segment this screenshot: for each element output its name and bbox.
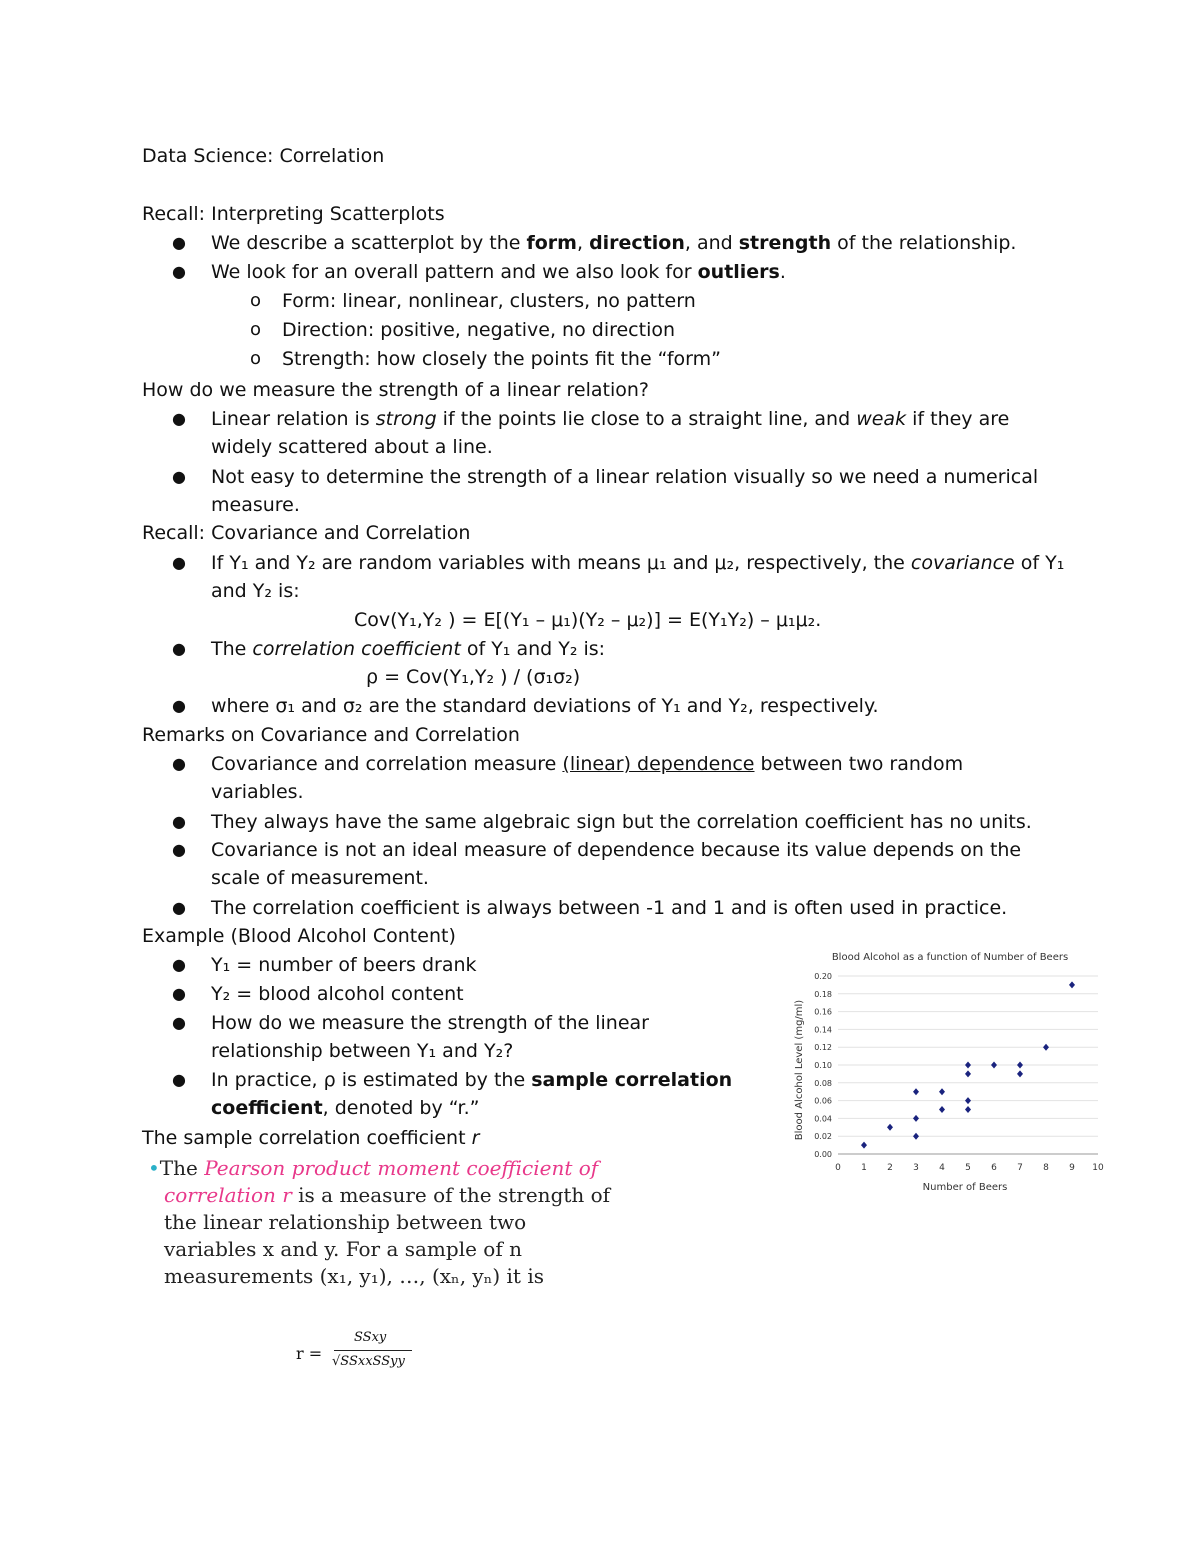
bullet-y1: Y₁ = number of beers drank	[211, 954, 477, 976]
chart-x-tick-label: 0	[835, 1163, 841, 1173]
r-formula-lhs: r =	[296, 1344, 323, 1363]
bullet-marker: ●	[172, 467, 186, 486]
bullet-covariance-def-cont: and Y₂ is:	[211, 580, 300, 602]
bullet-covariance-def: If Y₁ and Y₂ are random variables with means μ₁ and μ₂, respectively, the covariance of Y₁	[211, 552, 1065, 574]
chart-x-tick-label: 10	[1092, 1163, 1104, 1173]
bullet-standard-deviations: where σ₁ and σ₂ are the standard deviations of Y₁ and Y₂, respectively.	[211, 695, 879, 717]
sub-bullet-strength: Strength: how closely the points fit the “form”	[282, 348, 721, 370]
chart-point	[1017, 1070, 1023, 1077]
bullet-correlation-def: The correlation coefficient of Y₁ and Y₂ is:	[211, 638, 606, 660]
section-heading-linear-strength: How do we measure the strength of a linear relation?	[142, 379, 649, 401]
scatter-chart	[780, 940, 1110, 1210]
chart-y-tick-label: 0.14	[814, 1025, 832, 1035]
r-formula-numerator: SSxy	[354, 1330, 387, 1345]
chart-y-tick-label: 0.16	[814, 1007, 832, 1017]
chart-point	[965, 1070, 971, 1077]
chart-point	[991, 1062, 997, 1069]
correlation-formula: ρ = Cov(Y₁,Y₂ ) ∕ (σ₁σ₂)	[366, 666, 581, 688]
bullet-marker: ●	[172, 639, 186, 658]
bullet-marker: ●	[172, 984, 186, 1003]
bullet-marker: ●	[172, 696, 186, 715]
bullet-linear-dependence-cont: variables.	[211, 781, 304, 803]
section-heading-remarks: Remarks on Covariance and Correlation	[142, 724, 520, 746]
r-formula	[296, 1330, 426, 1380]
chart-point	[965, 1106, 971, 1113]
chart-x-tick-label: 5	[965, 1163, 971, 1173]
bullet-sample-correlation: In practice, ρ is estimated by the sample correlation	[211, 1069, 733, 1091]
chart-point	[939, 1106, 945, 1113]
bullet-between-minus-one-one: The correlation coefficient is always between -1 and 1 and is often used in practice.	[211, 897, 1008, 919]
bullet-marker: ●	[172, 262, 186, 281]
bullet-same-sign: They always have the same algebraic sign but the correlation coefficient has no units.	[211, 811, 1032, 833]
bullet-strong-weak: Linear relation is strong if the points lie close to a straight line, and weak if they are	[211, 408, 1010, 430]
bullet-strong-weak-cont: widely scattered about a line.	[211, 436, 493, 458]
chart-x-tick-label: 3	[913, 1163, 919, 1173]
bullet-marker: ●	[172, 754, 186, 773]
chart-x-ticks	[835, 1163, 1104, 1173]
chart-x-tick-label: 1	[861, 1163, 867, 1173]
bullet-marker: ●	[172, 955, 186, 974]
chart-point	[939, 1088, 945, 1095]
pearson-line-2: correlation r is a measure of the strength of	[164, 1183, 611, 1207]
bullet-marker: ●	[172, 898, 186, 917]
section-heading-covariance: Recall: Covariance and Correlation	[142, 522, 471, 544]
bullet-describe-scatterplot: We describe a scatterplot by the form, direction, and strength of the relationship.	[211, 232, 1017, 254]
chart-x-tick-label: 7	[1017, 1163, 1023, 1173]
chart-y-ticks	[814, 972, 832, 1159]
chart-point	[1017, 1062, 1023, 1069]
covariance-formula: Cov(Y₁,Y₂ ) = E[(Y₁ – μ₁)(Y₂ – μ₂)] = E(Y₁Y₂) – μ₁μ₂.	[354, 609, 822, 631]
chart-point	[965, 1062, 971, 1069]
chart-x-tick-label: 6	[991, 1163, 997, 1173]
sub-bullet-marker: o	[250, 319, 262, 340]
chart-point	[913, 1133, 919, 1140]
pearson-line-1: •The Pearson product moment coefficient of	[148, 1156, 599, 1180]
chart-y-tick-label: 0.00	[814, 1150, 832, 1159]
chart-y-tick-label: 0.18	[814, 989, 832, 999]
bullet-marker: ●	[172, 1013, 186, 1032]
bullet-measure-strength-cont: relationship between Y₁ and Y₂?	[211, 1040, 514, 1062]
chart-y-tick-label: 0.02	[814, 1132, 832, 1142]
section-heading-sample-r: The sample correlation coefficient r	[142, 1127, 480, 1149]
bullet-not-ideal: Covariance is not an ideal measure of dependence because its value depends on the	[211, 839, 1022, 861]
bullet-marker: ●	[172, 553, 186, 572]
bullet-numerical-measure-cont: measure.	[211, 494, 300, 516]
chart-y-axis-label: Blood Alcohol Level (mg/ml)	[794, 999, 805, 1141]
chart-y-tick-label: 0.04	[814, 1114, 832, 1124]
chart-point	[1043, 1044, 1049, 1051]
chart-title: Blood Alcohol as a function of Number of Beers	[831, 952, 1069, 963]
bullet-linear-dependence: Covariance and correlation measure (linear) dependence between two random	[211, 753, 964, 775]
chart-point	[965, 1097, 971, 1104]
chart-y-tick-label: 0.20	[814, 972, 832, 981]
bullet-marker: ●	[172, 840, 186, 859]
chart-y-tick-label: 0.10	[814, 1061, 832, 1070]
chart-point	[887, 1124, 893, 1131]
r-formula-denominator: √SSxxSSyy	[332, 1354, 405, 1369]
bullet-sample-correlation-cont: coefficient, denoted by “r.”	[211, 1097, 480, 1119]
pearson-line-4: variables x and y. For a sample of n	[164, 1237, 522, 1261]
bullet-marker: ●	[172, 812, 186, 831]
chart-x-tick-label: 9	[1069, 1163, 1075, 1173]
bullet-y2: Y₂ = blood alcohol content	[211, 983, 464, 1005]
chart-y-tick-label: 0.08	[814, 1078, 832, 1088]
bullet-measure-strength: How do we measure the strength of the linear	[211, 1012, 649, 1034]
teal-bullet: •	[148, 1156, 160, 1180]
section-heading-example: Example (Blood Alcohol Content)	[142, 925, 456, 947]
chart-point	[1069, 981, 1075, 988]
chart-x-axis-label: Number of Beers	[922, 1182, 1008, 1193]
bullet-outliers: We look for an overall pattern and we also look for outliers.	[211, 261, 786, 283]
chart-point	[861, 1142, 867, 1149]
bullet-not-ideal-cont: scale of measurement.	[211, 867, 429, 889]
pearson-line-3: the linear relationship between two	[164, 1210, 527, 1234]
chart-y-tick-label: 0.12	[814, 1043, 832, 1053]
sub-bullet-direction: Direction: positive, negative, no direction	[282, 319, 676, 341]
chart-x-tick-label: 8	[1043, 1163, 1049, 1173]
r-formula-fraction-bar	[334, 1350, 412, 1351]
chart-point	[913, 1115, 919, 1122]
bullet-marker: ●	[172, 1070, 186, 1089]
page-title: Data Science: Correlation	[142, 145, 385, 167]
sub-bullet-marker: o	[250, 348, 262, 369]
section-heading-scatterplots: Recall: Interpreting Scatterplots	[142, 203, 445, 225]
chart-x-tick-label: 4	[939, 1163, 945, 1173]
pearson-line-5: measurements (x₁, y₁), …, (xₙ, yₙ) it is	[164, 1264, 544, 1288]
bullet-numerical-measure: Not easy to determine the strength of a linear relation visually so we need a numerical	[211, 466, 1039, 488]
sub-bullet-marker: o	[250, 290, 262, 311]
chart-x-tick-label: 2	[887, 1163, 893, 1173]
chart-point	[913, 1088, 919, 1095]
sub-bullet-form: Form: linear, nonlinear, clusters, no pattern	[282, 290, 696, 312]
chart-y-tick-label: 0.06	[814, 1096, 832, 1106]
bullet-marker: ●	[172, 233, 186, 252]
bullet-marker: ●	[172, 409, 186, 428]
